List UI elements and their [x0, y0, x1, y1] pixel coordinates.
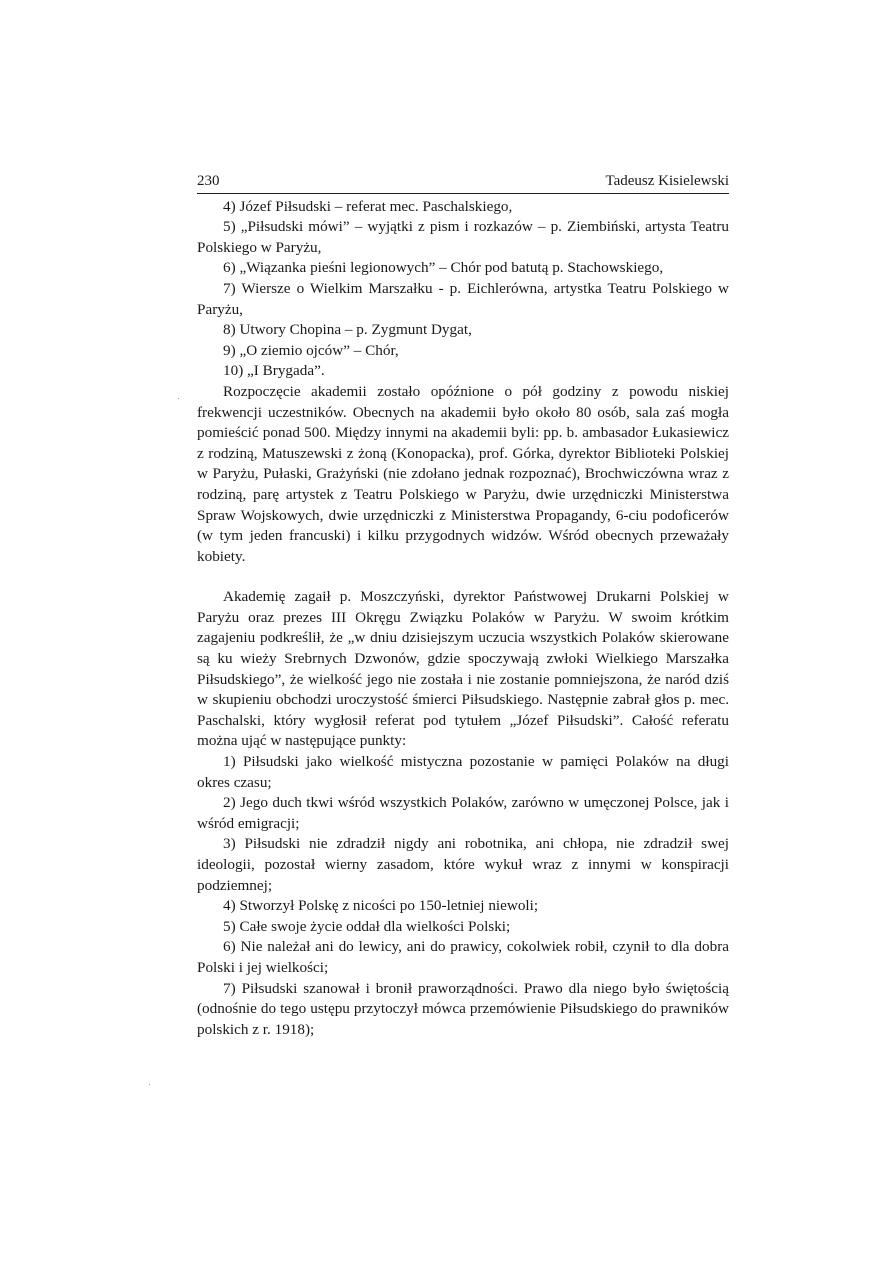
- opening-paragraph: Akademię zagaił p. Moszczyński, dyrektor Państwowej Drukarni Polskiej w Paryżu oraz prezes III Okręgu Związku Polaków w Paryżu. W swoim krótkim zagajeniu podkreślił, że „w dniu dzisiejszym uczucia wszystkich Polaków skierowane są ku wieży Srebrnych Dzwonów, gdzie spoczywają zwłoki Wielkiego Marszałka Piłsudskiego”, że wielkość jego nie została i nie zostanie pomniejszona, że naród dziś w skupieniu obchodzi uroczystość śmierci Piłsudskiego. Następnie zabrał głos p. mec. Paschalski, który wygłosił referat pod tytułem „Józef Piłsudski”. Całość referatu można ująć w następujące punkty:: [197, 588, 729, 750]
- lecture-point: 3) Piłsudski nie zdradził nigdy ani robotnika, ani chłopa, nie zdradził swej ideologii, pozostał wierny zasadom, które wykuł wraz z innymi w konspiracji podziemnej;: [197, 835, 729, 894]
- program-item: 7) Wiersze o Wielkim Marszałku - p. Eichlerówna, artystka Teatru Polskiego w Paryżu,: [197, 279, 729, 318]
- program-item: 6) „Wiązanka pieśni legionowych” – Chór pod batutą p. Stachowskiego,: [223, 259, 664, 277]
- running-header: [197, 171, 729, 194]
- program-item: 5) „Piłsudski mówi” – wyjątki z pism i rozkazów – p. Ziembiński, artysta Teatru Polskiego w Paryżu,: [197, 218, 729, 256]
- program-item: 9) „O ziemio ojców” – Chór,: [223, 341, 399, 359]
- lecture-point: 7) Piłsudski szanował i bronił praworządności. Prawo dla niego było świętością (odnośnie do tego ustępu przytoczył mówca przemówienie Piłsudskiego do prawników polskich z r. 1918);: [197, 979, 729, 1038]
- scan-speck: [178, 398, 179, 399]
- lecture-points-list: [197, 752, 729, 1040]
- paragraph-gap: [197, 567, 729, 587]
- program-item: 4) Józef Piłsudski – referat mec. Paschalskiego,: [223, 197, 513, 215]
- program-item: 8) Utwory Chopina – p. Zygmunt Dygat,: [223, 321, 472, 339]
- document-page: [197, 171, 729, 1040]
- attendance-paragraph: Rozpoczęcie akademii zostało opóźnione o pół godziny z powodu niskiej frekwencji uczestników. Obecnych na akademii było około 80 osób, sala zaś mogła pomieścić ponad 500. Między innymi na akademii byli: pp. b. ambasador Łukasiewicz z rodziną, Matuszewski z żoną (Konopacka), prof. Górka, dyrektor Biblioteki Polskiej w Paryżu, Pułaski, Grażyński (nie zdołano jednak rozpoznać), Brochwiczówna wraz z rodziną, parę artystek z Teatru Polskiego w Paryżu, dwie urzędniczki Ministerstwa Spraw Wojskowych, dwie urzędniczki z Ministerstwa Propagandy, 6-ciu podoficerów (w tym jeden francuski) i kilku przygodnych widzów. Wśród obecnych przeważały kobiety.: [197, 382, 729, 565]
- lecture-point: 5) Całe swoje życie oddał dla wielkości Polski;: [223, 917, 511, 935]
- lecture-point: 1) Piłsudski jako wielkość mistyczna pozostanie w pamięci Polaków na długi okres czasu;: [197, 753, 729, 791]
- program-item: 10) „I Brygada”.: [223, 362, 325, 380]
- author-name: Tadeusz Kisielewski: [605, 173, 729, 189]
- page-number: 230: [197, 173, 220, 189]
- lecture-point: 4) Stworzył Polskę z nicości po 150-letniej niewoli;: [223, 897, 539, 915]
- lecture-point: 2) Jego duch tkwi wśród wszystkich Polaków, zarówno w umęczonej Polsce, jak i wśród emigracji;: [197, 794, 729, 832]
- lecture-point: 6) Nie należał ani do lewicy, ani do prawicy, cokolwiek robił, czynił to dla dobra Polski i jej wielkości;: [197, 938, 729, 976]
- program-list: [197, 197, 729, 382]
- scan-speck: [149, 1084, 150, 1085]
